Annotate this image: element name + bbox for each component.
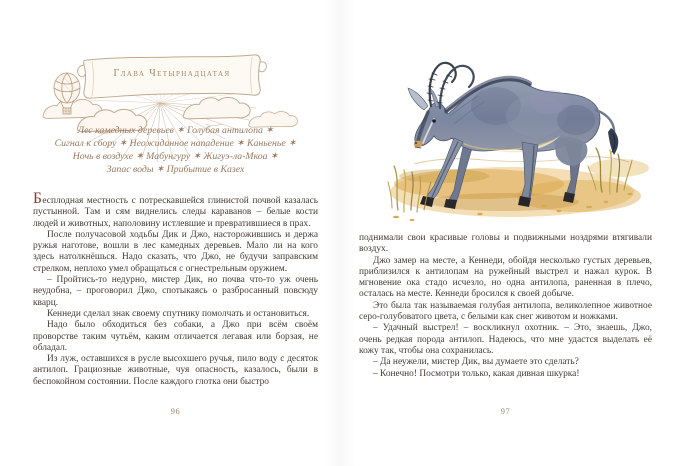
- eye: [432, 119, 436, 123]
- dropcap-initial: Б: [33, 190, 43, 207]
- right-page-text: [359, 233, 652, 380]
- chapter-title: Глава Четырнадцатая: [113, 68, 231, 79]
- body-paragraph: – Да неужели, мистер Дик, вы думаете это сделать?: [373, 357, 579, 368]
- body-paragraph: Из луж, оставшихся в русле высохшего ручья, пило воду с десяток антилоп. Грациозные животные, чуя опасность, казалось, были в беспокойном состоянии. После каждого глотка они быстро: [33, 354, 318, 387]
- chapter-summary-line: Лес камедных деревьев ✶ Голубая антилопа ✶: [77, 125, 274, 136]
- body-paragraph: Кеннеди сделал знак своему спутнику помолчать и остановиться.: [47, 308, 310, 319]
- chapter-summary: [33, 124, 318, 176]
- body-paragraph: – Удачный выстрел! – воскликнул охотник. – Это, знаешь, Джо, очень редкая порода антилоп. Надеюсь, что мне удастся выделать её кожу так, чтобы она сохранилась.: [359, 323, 652, 356]
- hoof: [563, 192, 575, 203]
- body-paragraph: Джо замер на месте, а Кеннеди, обойдя несколько густых деревьев, приблизился к антилопам на ружейный выстрел и нажал курок. В мгновение ока стадо исчезло, но одна антилопа, раненная в плечо, осталась на месте. Кеннеди бросился к своей добыче.: [359, 255, 652, 300]
- body-paragraph: Надо было обходиться без собаки, а Джо при всём своём проворстве таким чутьём, каким отличается легавая или борзая, не обладал.: [33, 320, 318, 353]
- page-number: 97: [500, 406, 511, 416]
- body-paragraph: Это была так называемая голубая антилопа, великолепное животное серо-голубоватого цвета, с белыми как снег животом и ножками.: [359, 300, 652, 323]
- cloud-icon: [183, 97, 250, 118]
- body-paragraph: – Пройтись-то недурно, мистер Дик, но почва что-то уж очень неудобна, – проговорил Джо, спотыкаясь о разбросанный повсюду кварц.: [33, 275, 318, 308]
- antelope-illustration: [384, 44, 652, 232]
- body-paragraph: [33, 190, 318, 230]
- chapter-summary-line: Ночь в воздухе ✶ Мабунгуру ✶ Жигуэ-ла-Мкоа ✶: [72, 151, 279, 162]
- left-page-text: [33, 190, 318, 388]
- chapter-summary-line: Запас воды ✶ Прибытие в Казех: [106, 164, 245, 175]
- page-number: 96: [170, 406, 181, 416]
- body-paragraph: поднимали свои красивые головы и подвижными ноздрями втягивали воздух.: [359, 233, 652, 255]
- chapter-summary-line: Сигнал к сбору ✶ Неожиданное нападение ✶ Каньенье ✶: [54, 138, 297, 149]
- body-paragraph: – Конечно! Посмотри только, какая дивная шкурка!: [373, 368, 580, 379]
- body-paragraph: После получасовой ходьбы Дик и Джо, насторожившись и держа ружья наготове, вошли в лес камедных деревьев. Мало ли на кого здесь натолкнёшься. Надо сказать, что Джо, не будучи заправским стрелком, неплохо умел обращаться с огнестрельным оружием.: [33, 229, 318, 274]
- paragraph-text: есплодная местность с потрескавшейся глинистой почвой казалась пустынной. Там и сям виднелись следы караванов – белые кости людей и животных, наполовину истлевшие и превратившиеся в прах.: [33, 196, 318, 229]
